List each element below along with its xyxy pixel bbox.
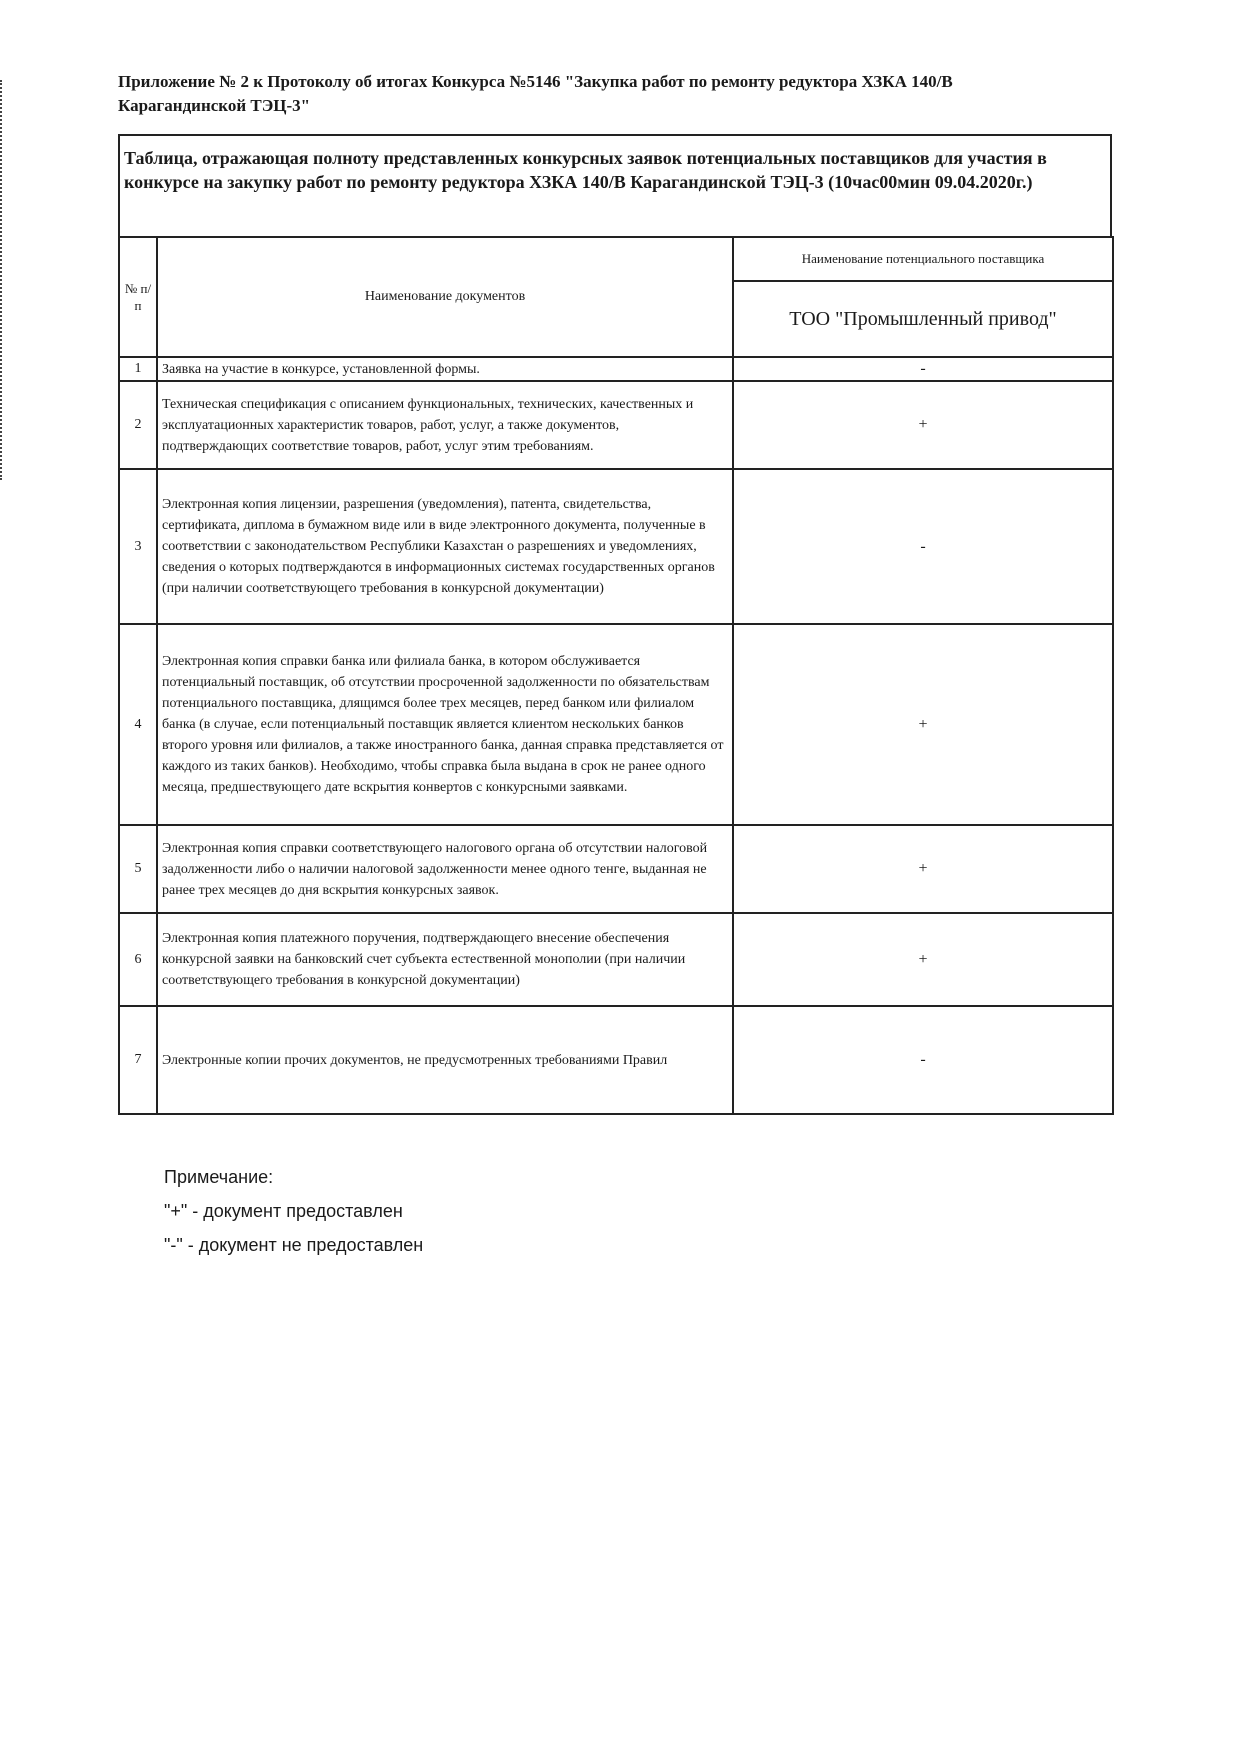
table-row <box>119 825 1113 913</box>
row-status-mark: - <box>733 357 1113 381</box>
supplier-name: ТОО "Промышленный привод" <box>733 281 1113 357</box>
row-document-text: Электронная копия лицензии, разрешения (уведомления), патента, свидетельства, сертификата, диплома в бумажном виде или в виде электронного документа, полученные в соответствии с законодательством Республики Казахстан о разрешениях и уведомлениях, сведения о которых подтверждаются в информационных системах государственных органов (при наличии соответствующего требования в конкурсной документации) <box>157 469 733 624</box>
notes-legend-minus: "-" - документ не предоставлен <box>164 1235 424 1255</box>
notes-title: Примечание: <box>164 1167 274 1187</box>
row-number: 7 <box>119 1006 157 1114</box>
column-header-number: № п/п <box>119 237 157 357</box>
row-number: 5 <box>119 825 157 913</box>
row-status-mark: + <box>733 825 1113 913</box>
table-row <box>119 381 1113 469</box>
row-document-text: Заявка на участие в конкурсе, установленной формы. <box>157 357 733 381</box>
row-status-mark: - <box>733 1006 1113 1114</box>
row-number: 1 <box>119 357 157 381</box>
row-status-mark: + <box>733 624 1113 825</box>
row-status-mark: + <box>733 381 1113 469</box>
row-status-mark: + <box>733 913 1113 1006</box>
table-row <box>119 624 1113 825</box>
row-document-text: Электронная копия справки банка или филиала банка, в котором обслуживается потенциальный поставщик, об отсутствии просроченной задолженности по обязательствам потенциального поставщика, длящимся более трех месяцев, перед банком или филиалом банка (в случае, если потенциальный поставщик является клиентом нескольких банков второго уровня или филиалов, а также иностранного банка, данная справка представляется от каждого из таких банков). Необходимо, чтобы справка была выдана в срок не ранее одного месяца, предшествующего дате вскрытия конвертов с конкурсными заявками. <box>157 624 733 825</box>
table-row <box>119 357 1113 381</box>
documents-table <box>118 236 1114 1115</box>
row-number: 3 <box>119 469 157 624</box>
row-number: 2 <box>119 381 157 469</box>
row-document-text: Электронные копии прочих документов, не предусмотренных требованиями Правил <box>157 1006 733 1114</box>
table-row <box>119 913 1113 1006</box>
row-number: 6 <box>119 913 157 1006</box>
table-row <box>119 469 1113 624</box>
column-header-supplier: Наименование потенциального поставщика <box>733 237 1113 281</box>
table-row <box>119 1006 1113 1114</box>
row-document-text: Электронная копия справки соответствующего налогового органа об отсутствии налоговой задолженности либо о наличии налоговой задолженности менее одного тенге, выданная не ранее трех месяцев до дня вскрытия конкурсных заявок. <box>157 825 733 913</box>
column-header-documents: Наименование документов <box>157 237 733 357</box>
row-document-text: Техническая спецификация с описанием функциональных, технических, качественных и эксплуатационных характеристик товаров, работ, услуг, а также документов, подтверждающих соответствие товаров, работ, услуг этим требованиям. <box>157 381 733 469</box>
notes-section <box>164 1160 423 1262</box>
row-status-mark: - <box>733 469 1113 624</box>
scan-edge-marks <box>0 80 6 480</box>
notes-legend-plus: "+" - документ предоставлен <box>164 1201 403 1221</box>
table-title: Таблица, отражающая полноту представленных конкурсных заявок потенциальных поставщиков для участия в конкурсе на закупку работ по ремонту редуктора ХЗКА 140/В Карагандинской ТЭЦ-3 (10час00мин 09.04.2020г.) <box>118 134 1112 236</box>
row-document-text: Электронная копия платежного поручения, подтверждающего внесение обеспечения конкурсной заявки на банковский счет субъекта естественной монополии (при наличии соответствующего требования в конкурсной документации) <box>157 913 733 1006</box>
row-number: 4 <box>119 624 157 825</box>
document-header: Приложение № 2 к Протоколу об итогах Конкурса №5146 "Закупка работ по ремонту редуктора ХЗКА 140/В Карагандинской ТЭЦ-3" <box>118 72 953 115</box>
